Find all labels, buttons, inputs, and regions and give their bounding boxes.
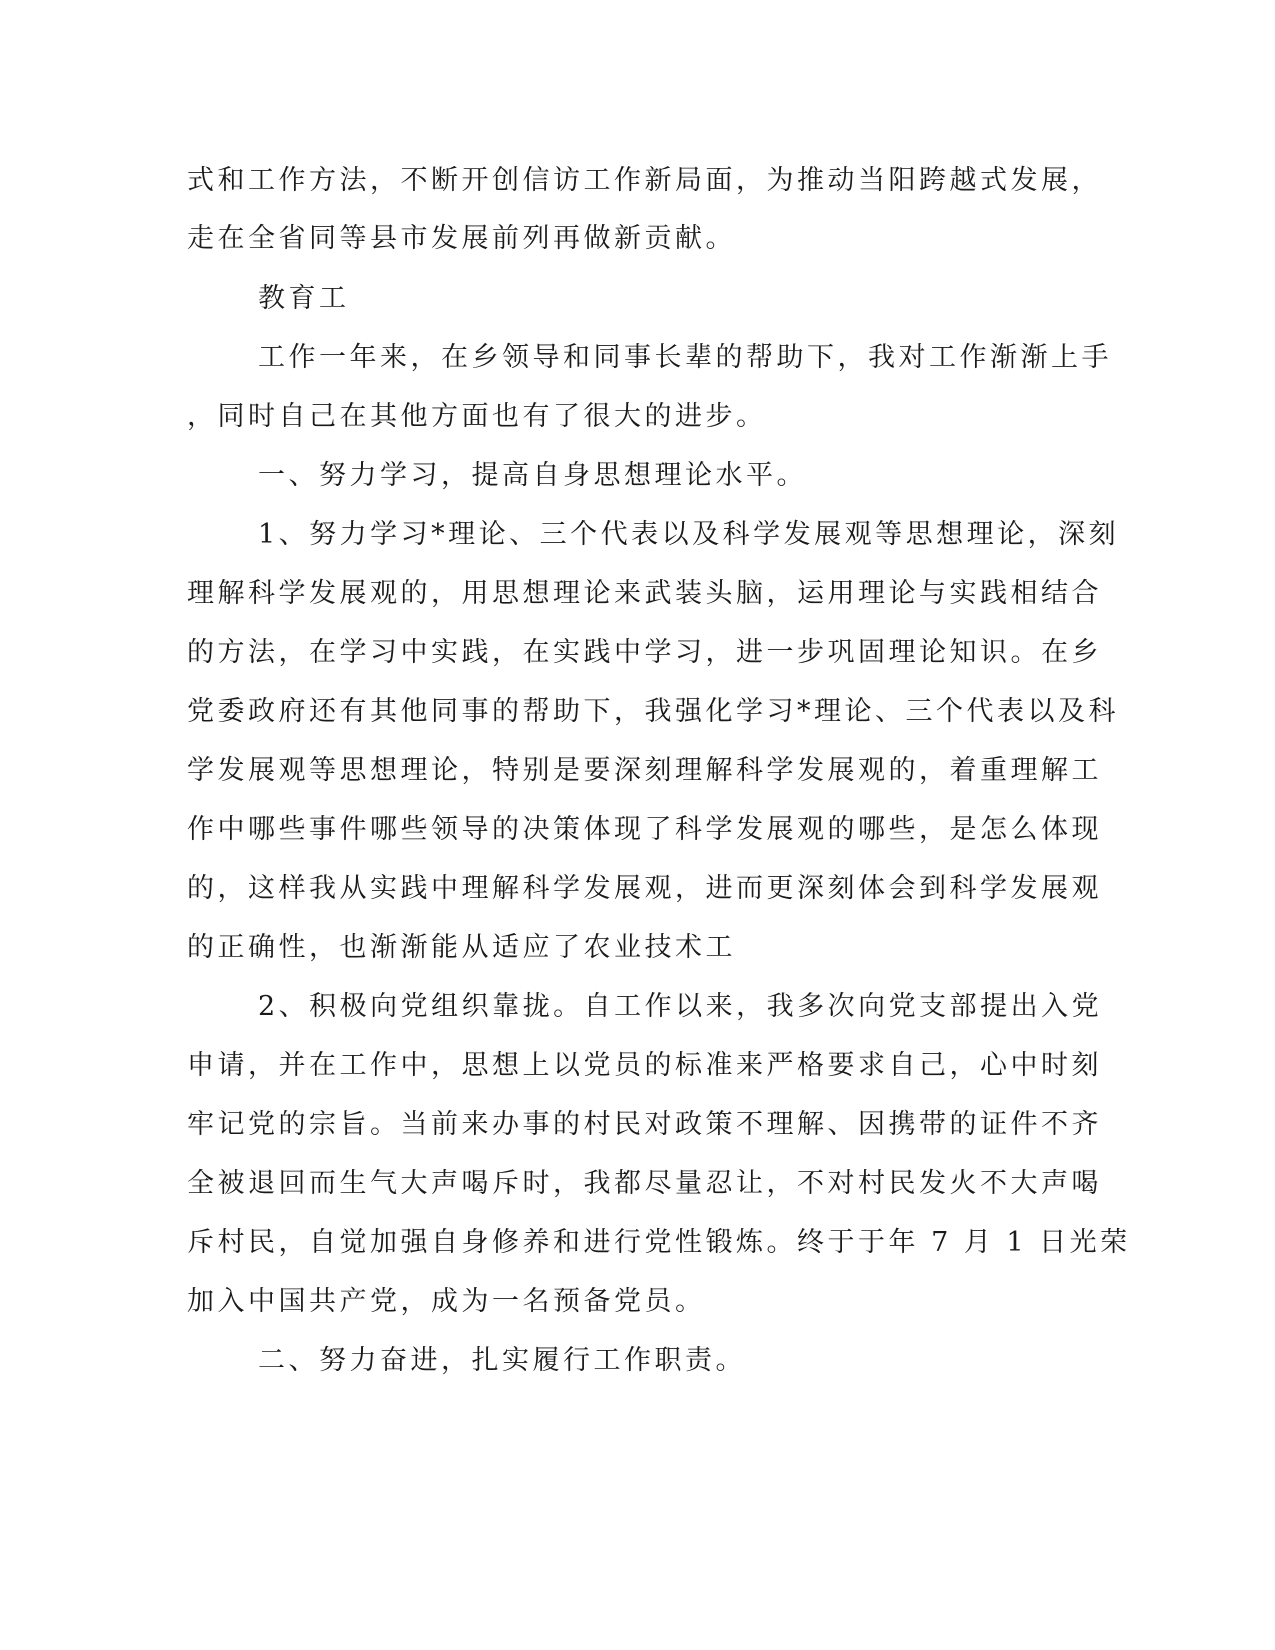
heading-one: 一、努力学习，提高自身思想理论水平。	[258, 460, 807, 491]
text-line-5: ，同时自己在其他方面也有了很大的进步。	[187, 401, 767, 432]
text-line-4: 工作一年来，在乡领导和同事长辈的帮助下，我对工作渐渐上手	[258, 342, 1112, 373]
text-line-17: 牢记党的宗旨。当前来办事的村民对政策不理解、因携带的证件不齐	[187, 1109, 1102, 1140]
text-line-20: 加入中国共产党，成为一名预备党员。	[187, 1286, 706, 1317]
section-heading-education: 教育工	[258, 283, 350, 314]
text-line-19: 斥村民，自觉加强自身修养和进行党性锻炼。终于于年 7 月 1 日光荣	[187, 1227, 1131, 1258]
text-line-1: 式和工作方法，不断开创信访工作新局面，为推动当阳跨越式发展，	[187, 165, 1102, 196]
text-line-11: 学发展观等思想理论，特别是要深刻理解科学发展观的，着重理解工	[187, 755, 1102, 786]
text-line-15: 2、积极向党组织靠拢。自工作以来，我多次向党支部提出入党	[258, 991, 1103, 1022]
text-line-12: 作中哪些事件哪些领导的决策体现了科学发展观的哪些，是怎么体现	[187, 814, 1102, 845]
text-line-7: 1、努力学习*理论、三个代表以及科学发展观等思想理论，深刻	[258, 519, 1120, 550]
text-line-2: 走在全省同等县市发展前列再做新贡献。	[187, 223, 736, 254]
text-line-10: 党委政府还有其他同事的帮助下，我强化学习*理论、三个代表以及科	[187, 696, 1119, 727]
heading-two: 二、努力奋进，扎实履行工作职责。	[258, 1345, 746, 1376]
text-line-8: 理解科学发展观的，用思想理论来武装头脑，运用理论与实践相结合	[187, 578, 1102, 609]
text-line-16: 申请，并在工作中，思想上以党员的标准来严格要求自己，心中时刻	[187, 1050, 1102, 1081]
text-line-14: 的正确性，也渐渐能从适应了农业技术工	[187, 932, 736, 963]
text-line-9: 的方法，在学习中实践，在实践中学习，进一步巩固理论知识。在乡	[187, 637, 1102, 668]
text-line-13: 的，这样我从实践中理解科学发展观，进而更深刻体会到科学发展观	[187, 873, 1102, 904]
text-line-18: 全被退回而生气大声喝斥时，我都尽量忍让，不对村民发火不大声喝	[187, 1168, 1102, 1199]
